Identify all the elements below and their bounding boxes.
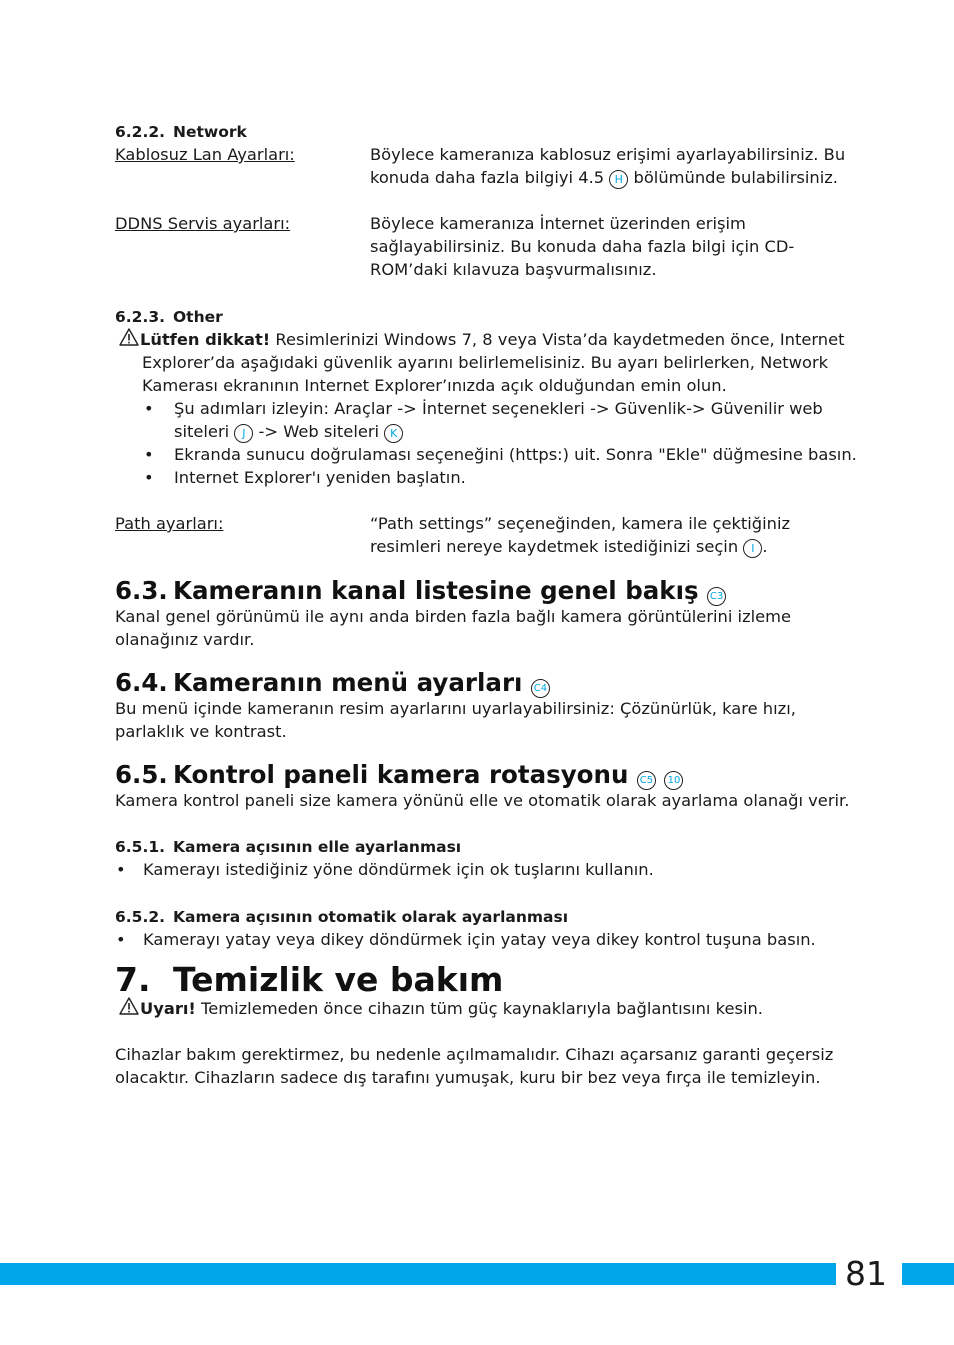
chapter-title: Temizlik ve bakım [173, 960, 504, 999]
cleaning-text-line2: olacaktır. Cihazların sadece dış tarafını yumuşak, kuru bir bez veya fırça ile temizleyin. [115, 1068, 821, 1087]
reference-circle-i: I [743, 539, 762, 558]
bullet-marker: • [144, 445, 154, 464]
warning-text: Resimlerinizi Windows 7, 8 veya Vista’da kaydetmeden önce, Internet [275, 330, 845, 349]
path-desc-line1: “Path settings” seçeneğinden, kamera ile çektiğiniz [370, 514, 791, 533]
bullet-arrow-keys: Kamerayı istediğiniz yöne döndürmek için ok tuşlarını kullanın. [143, 860, 654, 879]
bullet-marker: • [144, 399, 154, 418]
section-heading-6-5: 6.5. Kontrol paneli kamera rotasyonu C5 10 [115, 760, 683, 790]
wireless-lan-desc-line2: konuda daha fazla bilgiyi 4.5 H bölümünde bulabilirsiniz. [370, 168, 838, 187]
chapter-heading-7: 7. Temizlik ve bakım [115, 960, 504, 999]
label-wireless-lan: Kablosuz Lan Ayarları: [115, 145, 295, 164]
warning-triangle-icon [119, 997, 139, 1015]
ddns-desc-line2: sağlayabilirsiniz. Bu konuda daha fazla bilgi için CD- [370, 237, 795, 256]
subsection-heading-6-5-2: 6.5.2. Kamera açısının otomatik olarak ayarlanması [115, 908, 569, 926]
section-title: Kontrol paneli kamera rotasyonu [173, 760, 629, 789]
subsection-heading-6-2-3 [115, 307, 223, 327]
warning-line3: Kamerası ekranının Internet Explorer’ınızda açık olduğundan emin olun. [142, 376, 727, 395]
section-6-4-text-line1: Bu menü içinde kameranın resim ayarlarını uyarlayabilirsiniz: Çözünürlük, kare hızı, [115, 699, 796, 718]
section-6-3-text-line2: olanağınız vardır. [115, 630, 255, 649]
subsection-heading-6-2-2 [115, 122, 247, 142]
subsection-number: 6.2.2. [115, 123, 166, 141]
subsection-title: Other [173, 308, 223, 326]
section-heading-6-4: 6.4. Kameranın menü ayarları C4 [115, 668, 550, 698]
cleaning-text-line1: Cihazlar bakım gerektirmez, bu nedenle açılmamalıdır. Cihazı açarsanız garanti geçersiz [115, 1045, 834, 1064]
bullet-marker: • [144, 468, 154, 487]
ddns-desc-line3: ROM’daki kılavuza başvurmalısınız. [370, 260, 657, 279]
reference-circle-c4: C4 [531, 679, 550, 698]
section-6-5-text: Kamera kontrol paneli size kamera yönünü elle ve otomatik olarak ayarlama olanağı verir. [115, 791, 850, 810]
section-6-4-text-line2: parlaklık ve kontrast. [115, 722, 287, 741]
label-path-settings: Path ayarları: [115, 514, 224, 533]
reference-circle-10: 10 [664, 771, 683, 790]
warning-text: Temizlemeden önce cihazın tüm güç kaynaklarıyla bağlantısını kesin. [201, 999, 763, 1018]
warning-triangle-icon [119, 328, 139, 346]
subsection-heading-6-5-1: 6.5.1. Kamera açısının elle ayarlanması [115, 838, 462, 856]
reference-circle-c3: C3 [707, 587, 726, 606]
subsection-number: 6.2.3. [115, 308, 166, 326]
bullet-server-verification: Ekranda sunucu doğrulaması seçeneğini (https:) uit. Sonra "Ekle" düğmesine basın. [174, 445, 857, 464]
subsection-title: Network [173, 123, 247, 141]
reference-circle-k: K [384, 424, 403, 443]
bullet-restart-ie: Internet Explorer'ı yeniden başlatın. [174, 468, 466, 487]
bullet-steps-line1: Şu adımları izleyin: Araçlar -> İnternet seçenekleri -> Güvenlik-> Güvenilir web [174, 399, 823, 418]
path-desc-line2: resimleri nereye kaydetmek istediğinizi seçin I . [370, 537, 768, 556]
subsection-title: Kamera açısının elle ayarlanması [173, 838, 462, 856]
ddns-desc-line1: Böylece kameranıza İnternet üzerinden erişim [370, 214, 746, 233]
section-heading-6-3: 6.3. Kameranın kanal listesine genel bakış C3 [115, 576, 726, 606]
page-number: 81 [845, 1254, 887, 1293]
reference-circle-j: J [234, 424, 253, 443]
reference-circle-c5: C5 [637, 771, 656, 790]
section-title: Kameranın kanal listesine genel bakış [173, 576, 699, 605]
bullet-control-key: Kamerayı yatay veya dikey döndürmek için yatay veya dikey kontrol tuşuna basın. [143, 930, 816, 949]
subsection-title: Kamera açısının otomatik olarak ayarlanması [173, 908, 569, 926]
bullet-marker: • [116, 930, 126, 949]
section-6-3-text-line1: Kanal genel görünümü ile aynı anda birden fazla bağlı kamera görüntülerini izleme [115, 607, 792, 626]
warning-label: Lütfen dikkat! [140, 330, 271, 349]
warning-line1 [119, 328, 845, 351]
footer-bar-right [902, 1263, 954, 1285]
bullet-steps-line2: siteleri J -> Web siteleri K [174, 420, 403, 443]
bullet-marker: • [116, 860, 126, 879]
warning-label: Uyarı! [140, 999, 196, 1018]
footer-bar-left [0, 1263, 836, 1285]
warning-line2: Explorer’da aşağıdaki güvenlik ayarını belirlemelisiniz. Bu ayarı belirlerken, Network [142, 353, 829, 372]
warning-line [119, 997, 763, 1020]
section-title: Kameranın menü ayarları [173, 668, 523, 697]
label-ddns: DDNS Servis ayarları: [115, 214, 291, 233]
reference-circle-h: H [609, 170, 628, 189]
wireless-lan-desc-line1: Böylece kameranıza kablosuz erişimi ayarlayabilirsiniz. Bu [370, 145, 846, 164]
